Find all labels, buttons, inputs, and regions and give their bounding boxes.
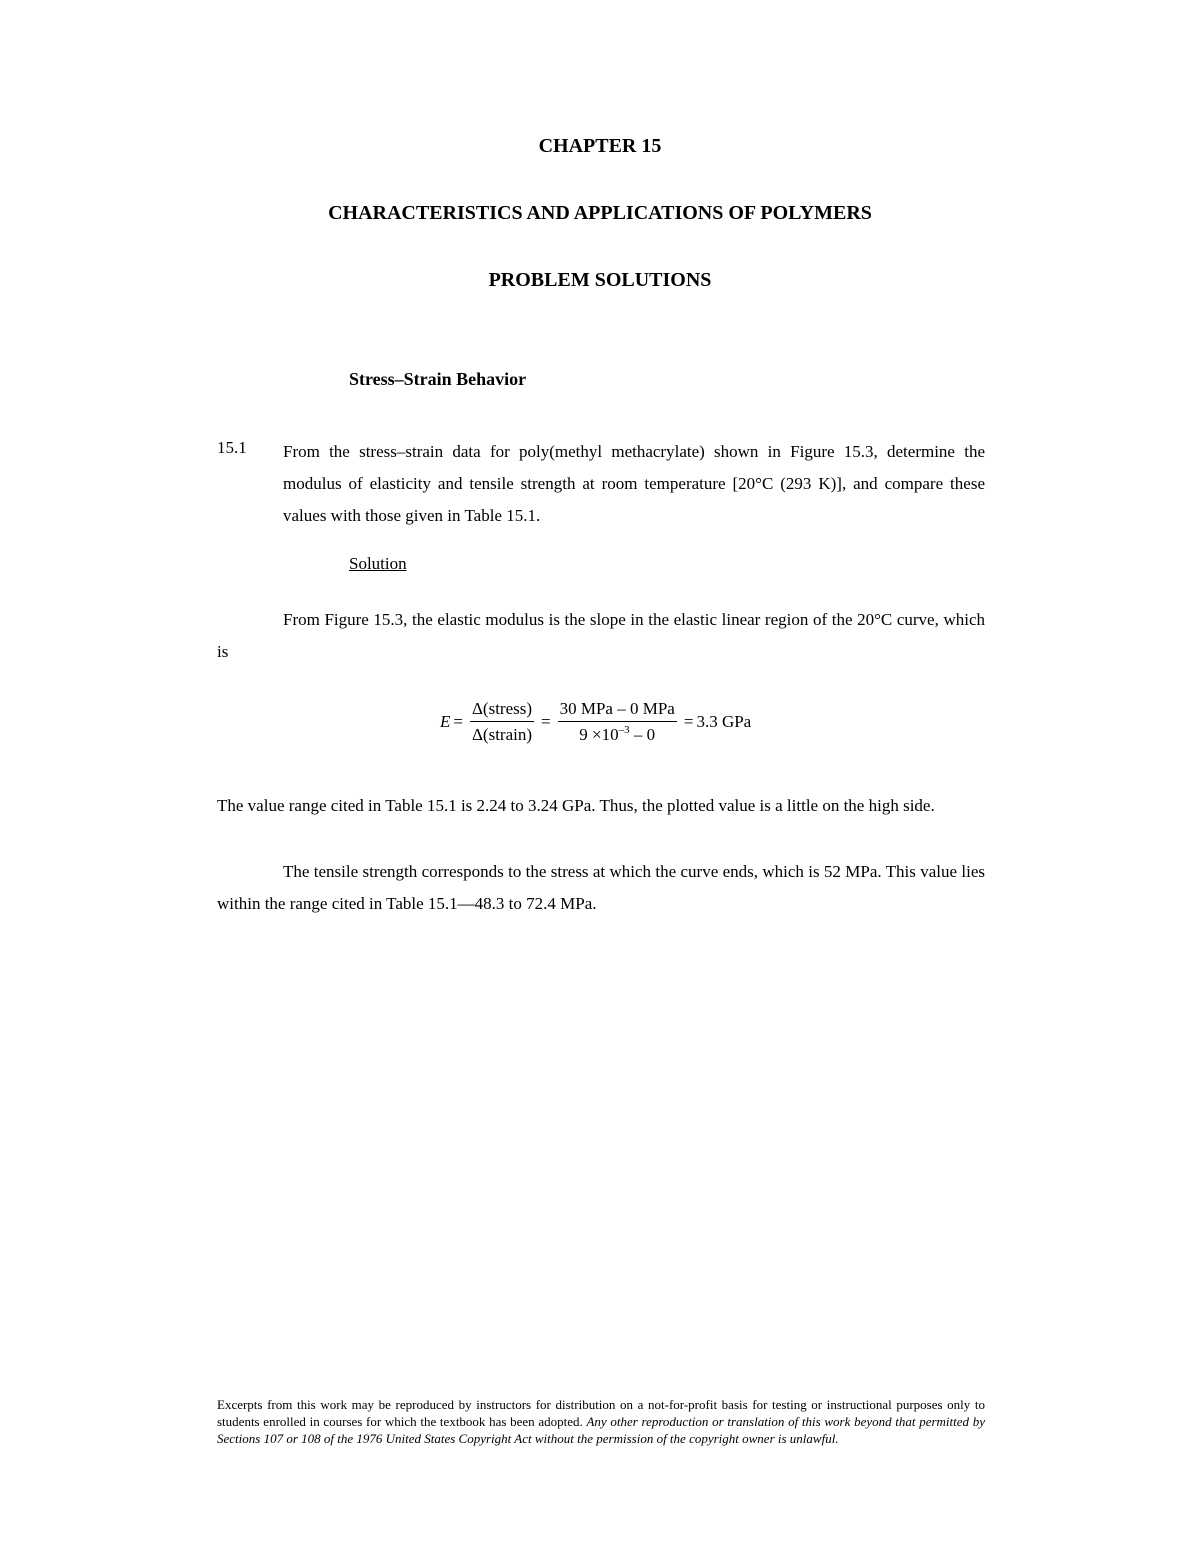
fraction-numerator: Δ(stress) [470,699,534,722]
equation-result: 3.3 GPa [696,712,752,731]
copyright-footer [217,1396,985,1447]
solution-intro-paragraph: From Figure 15.3, the elastic modulus is the slope in the elastic linear region of the 20°C curve, which is [217,610,985,661]
tensile-strength-paragraph: The tensile strength corresponds to the stress at which the curve ends, which is 52 MPa. This value lies within the range cited in Table 15.1—48.3 to 72.4 MPa. [217,862,985,913]
equation-equals-3: = [683,712,694,731]
fraction-numerator: 30 MPa – 0 MPa [558,699,677,722]
problem-number: 15.1 [217,438,247,457]
footer-notice: Excerpts from this work may be reproduced by instructors for distribution on a not-for-profit basis for testing or instructional purposes only to students enrolled in courses for which the textbook has been adopted. [217,1397,985,1429]
fraction-denominator [577,722,657,745]
section-title: Stress–Strain Behavior [349,369,527,389]
denominator-tail: – 0 [629,725,656,744]
equation-equals-1: = [453,712,463,731]
modulus-equation [440,696,751,748]
values-fraction [558,699,677,745]
denominator-base: 9 ×10 [579,725,619,744]
footer-legal-notice: Any other reproduction or translation of this work beyond that permitted by Sections 107 or 108 of the 1976 United States Copyright Act without the permission of the copyright owner is unlawful. [217,1414,985,1446]
equation-equals-2: = [541,712,551,731]
value-range-paragraph: The value range cited in Table 15.1 is 2.24 to 3.24 GPa. Thus, the plotted value is a little on the high side. [217,796,935,815]
chapter-subject-heading: CHARACTERISTICS AND APPLICATIONS OF POLYMERS [328,202,872,224]
problem-solutions-heading: PROBLEM SOLUTIONS [488,269,712,291]
solution-label: Solution [349,554,407,573]
problem-statement: From the stress–strain data for poly(methyl methacrylate) shown in Figure 15.3, determine the modulus of elasticity and tensile strength at room temperature [20°C (293 K)], and compare these values with those given in Table 15.1. [283,442,985,525]
stress-strain-fraction [470,699,534,745]
chapter-heading: CHAPTER 15 [538,135,662,157]
denominator-exponent: –3 [618,724,630,736]
equation-lhs: E [440,712,451,731]
fraction-denominator: Δ(strain) [471,725,533,744]
